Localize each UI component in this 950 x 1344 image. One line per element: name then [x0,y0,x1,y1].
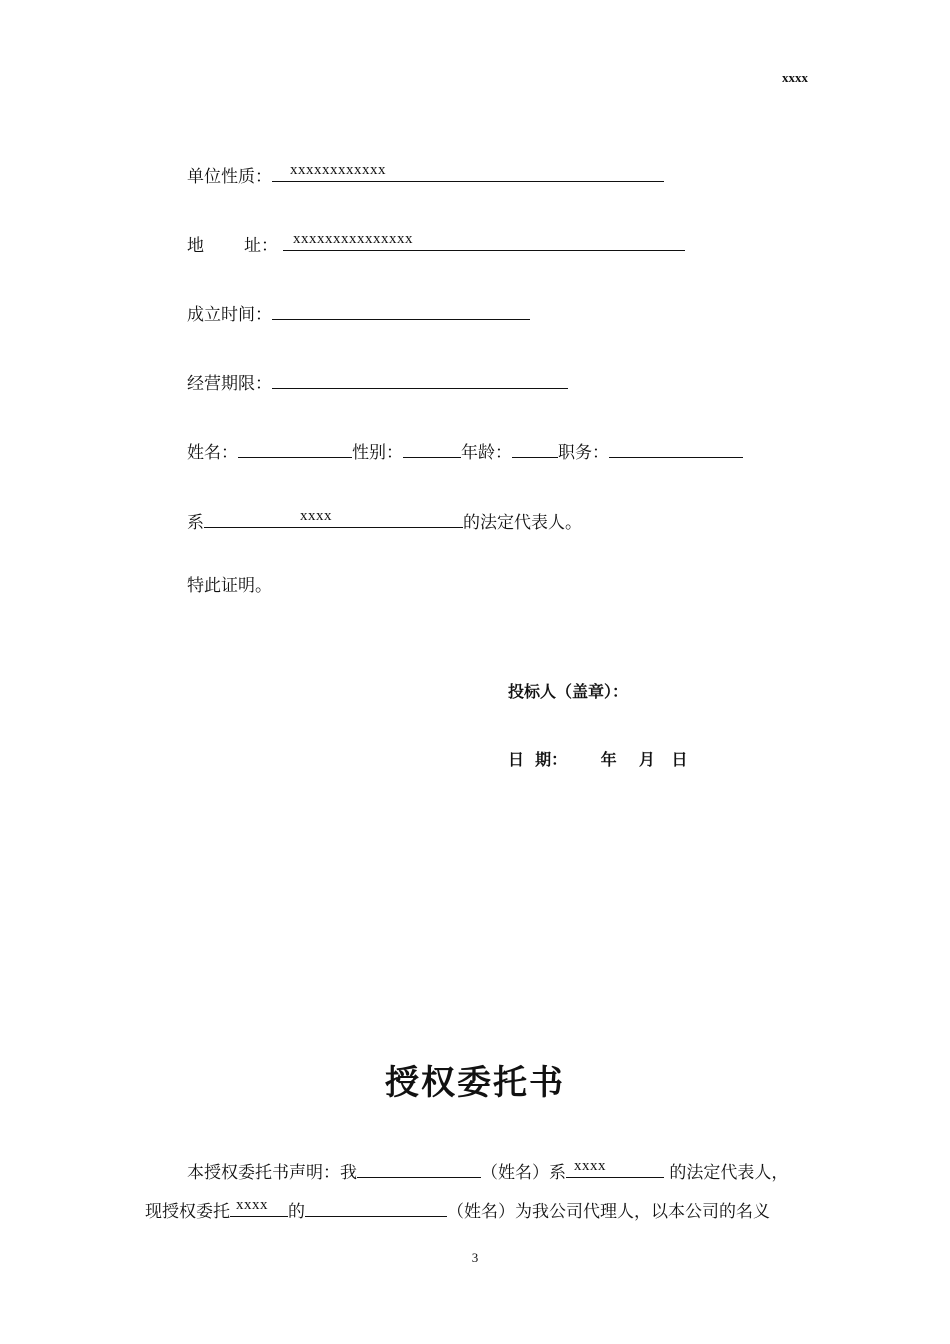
name-label: 姓名： [187,443,238,463]
address-value: xxxxxxxxxxxxxxx [293,231,413,247]
line2-company-field [230,1196,288,1217]
line1-b: （姓名）系 [481,1163,566,1183]
person-row [187,437,743,464]
line1-company: xxxx [574,1158,606,1174]
authorization-line-1 [187,1157,788,1184]
line1-company-field [566,1157,664,1178]
line2-a: 现授权委托 [145,1202,230,1222]
header-code: xxxx [782,70,808,85]
line2-c: （姓名）为我公司代理人，以本公司的名义 [447,1202,770,1222]
age-field [512,437,558,458]
term-row [187,368,568,395]
term-field [272,368,568,389]
founded-field [272,299,530,320]
gender-label: 性别： [352,443,403,463]
agent-name-field [305,1196,447,1217]
rep-field [204,507,463,528]
name-field [238,437,352,458]
age-label: 年龄： [461,443,512,463]
nature-row [187,161,664,188]
principal-name-field [357,1157,481,1178]
nature-label: 单位性质： [187,167,272,187]
rep-suffix: 的法定代表人。 [463,513,582,533]
line1-c: 的法定代表人， [664,1163,789,1183]
address-row [187,230,685,257]
line2-company: xxxx [236,1197,268,1213]
rep-prefix: 系 [187,513,204,533]
rep-row [187,507,582,534]
address-label: 地 址： [187,236,278,256]
address-field [283,230,685,251]
position-label: 职务： [558,443,609,463]
position-field [609,437,743,458]
page-number: 3 [471,1250,479,1265]
certify-text: 特此证明。 [187,576,272,596]
founded-row [187,299,530,326]
date-label: 日 期： 年 月 日 [508,750,688,769]
gender-field [403,437,461,458]
founded-label: 成立时间： [187,305,272,325]
authorization-line-2 [145,1196,770,1223]
line2-b: 的 [288,1202,305,1222]
document-title: 授权委托书 [385,1063,565,1103]
line1-a: 本授权委托书声明：我 [187,1163,357,1183]
term-label: 经营期限： [187,374,272,394]
rep-company: xxxx [300,508,332,524]
bidder-seal-label: 投标人（盖章）： [508,682,629,701]
nature-field [272,161,664,182]
nature-value: xxxxxxxxxxxx [290,162,386,178]
